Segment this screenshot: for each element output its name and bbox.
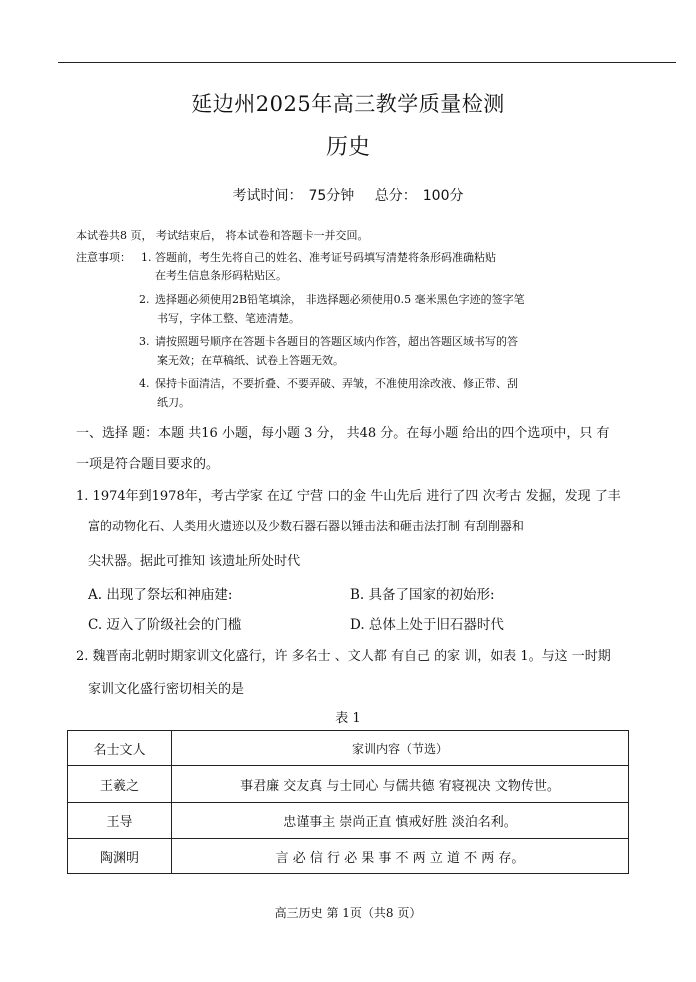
table-cell-content: 言 必 信 行 必 果 事 不 两 立 道 不 两 存。 bbox=[172, 839, 629, 874]
notice-intro: 本试卷共8 页， 考试结束后， 将本试卷和答题卡一并交回。 bbox=[76, 229, 369, 242]
exam-title: 延边州2025年高三教学质量检测 bbox=[191, 92, 505, 116]
table-cell-name: 王导 bbox=[68, 803, 172, 839]
question-2-text: 2. 魏晋南北朝时期家训文化盛行，许 多名士 、文人都 有自己 的家 训，如表 1。与这 一时期 bbox=[76, 649, 611, 664]
option-d: D. 总体上处于旧石器时代 bbox=[350, 617, 504, 633]
question-1-text-line2: 富的动物化石、人类用火遗迹以及少数石器石器以锤击法和砸击法打制 有刮削器和 bbox=[88, 519, 524, 533]
exam-meta bbox=[0, 185, 696, 205]
notice-item-line: 请按照题号顺序在答题卡各题目的答题区域内作答，超出答题区域书写的答 bbox=[155, 335, 518, 348]
table-cell-name: 陶渊明 bbox=[68, 839, 172, 874]
option-c: C. 迈入了阶级社会的门槛 bbox=[88, 617, 242, 633]
option-b: B. 具备了国家的初始形: bbox=[350, 587, 495, 603]
notice-item-line: 书写，字体工整、笔迹清楚。 bbox=[157, 312, 300, 325]
notice-item-line: 答题前，考生先将自己的姓名、准考证号码填写清楚将条形码准确粘贴 bbox=[155, 251, 496, 264]
notice-item-num: 4. bbox=[139, 377, 150, 390]
table-row bbox=[68, 839, 629, 874]
notice-item-line: 保持卡面清洁，不要折叠、不要弄破、弄皱，不准使用涂改液、修正带、刮 bbox=[155, 377, 518, 390]
notice-item-num: 2. bbox=[139, 293, 150, 306]
table-header-cell: 名士文人 bbox=[68, 731, 172, 766]
table-header-row bbox=[68, 731, 629, 766]
top-rule bbox=[58, 62, 676, 63]
question-2-text-line2: 家训文化盛行密切相关的是 bbox=[88, 682, 245, 697]
notice-item-line: 纸刀。 bbox=[157, 396, 190, 409]
question-1-text-line3: 尖状器。据此可推知 该遗址所处时代 bbox=[88, 554, 301, 569]
section-heading-cont: 一项是符合题目要求的。 bbox=[76, 457, 220, 472]
option-a: A. 出现了祭坛和神庙建: bbox=[88, 587, 233, 603]
table-caption: 表 1 bbox=[335, 711, 361, 726]
subject-title: 历史 bbox=[325, 135, 370, 160]
question-1-text: 1. 1974年到1978年，考古学家 在辽 宁营 口的金 牛山先后 进行了四 次考古 发掘，发现 了丰 bbox=[76, 489, 621, 504]
exam-time: 考试时间： 75分钟 bbox=[232, 188, 355, 204]
notice-item-num: 1. bbox=[141, 251, 152, 264]
table-header-cell: 家训内容（节选） bbox=[172, 731, 629, 766]
table-row bbox=[68, 803, 629, 839]
notice-item-line: 案无效；在草稿纸、试卷上答题无效。 bbox=[157, 354, 344, 367]
notice-item-num: 3. bbox=[139, 335, 150, 348]
notice-item-line: 选择题必须使用2B铅笔填涂， 非选择题必须使用0.5 毫米黑色字迹的签字笔 bbox=[155, 293, 525, 306]
notice-item-line: 在考生信息条形码粘贴区。 bbox=[155, 269, 287, 282]
table-cell-content: 忠谨事主 崇尚正直 慎戒好胜 淡泊名利。 bbox=[172, 803, 629, 839]
table-row bbox=[68, 766, 629, 803]
section-heading: 一、选择 题：本题 共16 小题，每小题 3 分， 共48 分。在每小题 给出的四个选项中，只 有 bbox=[76, 426, 610, 441]
notice-label: 注意事项： bbox=[76, 251, 131, 264]
table-cell-content: 事君廉 交友真 与士同心 与儒共德 宥寝视决 文物传世。 bbox=[172, 766, 629, 803]
table-cell-name: 王羲之 bbox=[68, 766, 172, 803]
family-instructions-table bbox=[67, 730, 629, 874]
page-footer: 高三历史 第 1页（共8 页） bbox=[274, 906, 422, 920]
total-score: 总分： 100分 bbox=[374, 188, 464, 204]
